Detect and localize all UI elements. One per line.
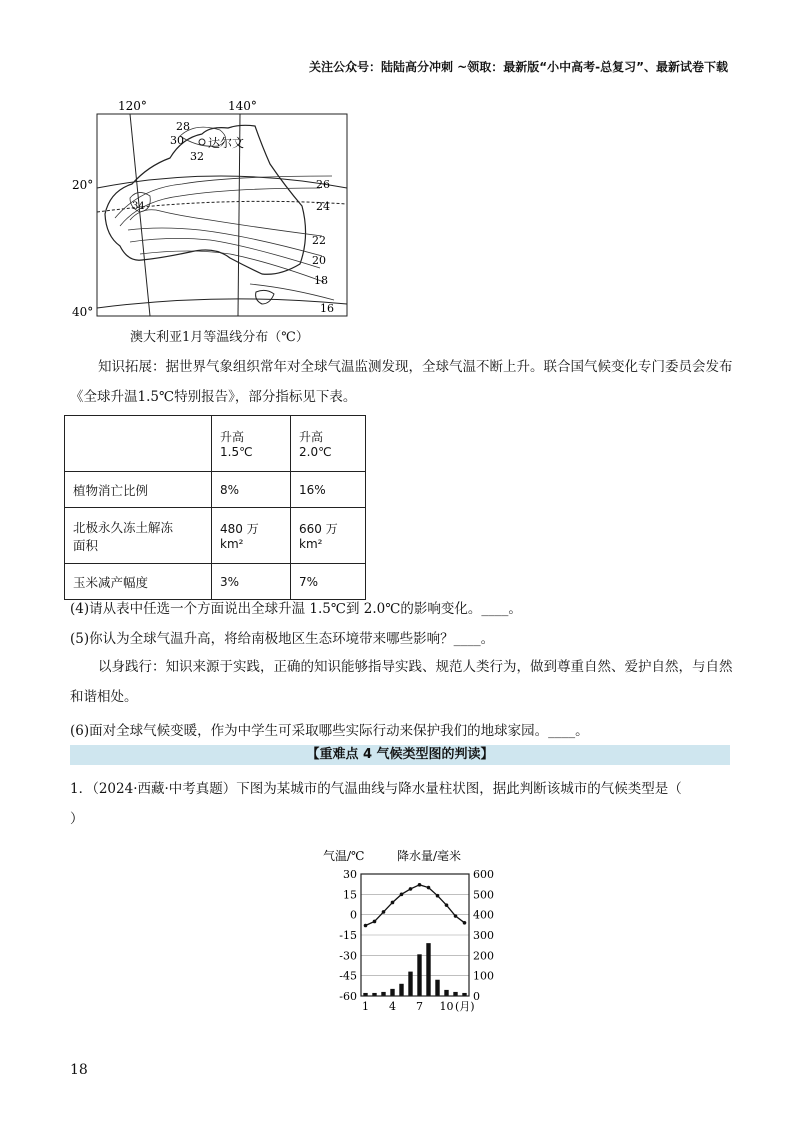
table-header <box>291 416 366 472</box>
precip-bar <box>381 992 385 996</box>
temp-tick-label: -30 <box>339 949 357 963</box>
precip-bar <box>444 990 448 996</box>
city-label: 达尔文 <box>208 136 245 150</box>
header-line: 2.0℃ <box>299 445 332 459</box>
header-line: 1.5℃ <box>220 445 253 459</box>
warming-table <box>64 415 366 600</box>
precip-bar <box>426 943 430 996</box>
row-label: 玉米减产幅度 <box>65 564 212 600</box>
precip-tick-label: 600 <box>473 868 494 881</box>
value-line: 480 万 <box>220 522 259 536</box>
question-1-line2: ） <box>70 811 84 827</box>
page-number: 18 <box>70 1062 88 1078</box>
header-line: 升高 <box>299 430 324 444</box>
section-title: 【重难点 4 气候类型图的判读】 <box>70 745 730 765</box>
temp-point <box>382 910 386 914</box>
knowledge-extension: 知识拓展：据世界气象组织常年对全球气温监测发现，全球气温不断上升。联合国气候变化专门委员会发布《全球升温1.5℃特别报告》，部分指标见下表。 <box>70 359 733 405</box>
temp-tick-label: 0 <box>350 908 357 922</box>
precip-tick-label: 100 <box>473 969 494 983</box>
lat-label: 20° <box>72 178 94 192</box>
table-header <box>212 416 291 472</box>
question-1-line1: 1．（2024·西藏·中考真题）下图为某城市的气温曲线与降水量柱状图，据此判断该城市的气候类型是（ <box>70 781 682 797</box>
isotherm-label: 28 <box>176 120 190 133</box>
lon-label: 140° <box>228 99 257 113</box>
temp-axis-label: 气温/℃ <box>323 849 365 863</box>
temp-point <box>436 894 440 898</box>
temp-point <box>391 901 395 905</box>
temp-tick-label: 15 <box>343 888 357 902</box>
isotherm-map <box>70 96 360 324</box>
practice-text: 以身践行：知识来源于实践，正确的知识能够指导实践、规范人类行为，做到尊重自然、爱护自然，与自然和谐相处。 <box>70 659 733 705</box>
value-line: km² <box>220 537 244 551</box>
temp-point <box>427 886 431 890</box>
isotherm-label: 24 <box>316 200 330 213</box>
header-notice: 关注公众号：陆陆高分冲刺 ~领取：最新版“小中高考-总复习”、最新试卷下载 <box>309 60 728 74</box>
temp-point <box>454 914 458 918</box>
precip-tick-label: 200 <box>473 949 494 963</box>
cell-value: 16% <box>291 472 366 508</box>
lat-label: 40° <box>72 305 94 319</box>
temp-tick-label: -60 <box>339 990 357 1003</box>
table-corner <box>65 416 212 472</box>
temp-tick-label: 30 <box>343 868 357 881</box>
precip-bar <box>390 989 394 996</box>
question-6: (6)面对全球气候变暖，作为中学生可采取哪些实际行动来保护我们的地球家园。____。 <box>70 723 589 739</box>
temp-point <box>400 893 404 897</box>
map-caption: 澳大利亚1月等温线分布（℃） <box>130 330 309 345</box>
question-5: (5)你认为全球气温升高，将给南极地区生态环境带来哪些影响？____。 <box>70 631 495 647</box>
row-label <box>65 508 212 564</box>
table-row <box>65 508 366 564</box>
temp-point <box>373 920 377 924</box>
month-tick-label: 4 <box>389 1000 396 1013</box>
isotherm-label: 20 <box>312 254 326 267</box>
temp-point <box>463 921 467 925</box>
isotherm-label: 32 <box>190 150 204 163</box>
label-line: 北极永久冻土解冻 <box>73 519 174 535</box>
precip-tick-label: 500 <box>473 888 494 902</box>
temp-tick-label: -45 <box>339 969 357 983</box>
isotherm-label: 26 <box>316 178 330 191</box>
temp-tick-label: -15 <box>339 929 357 942</box>
cell-value: 8% <box>212 472 291 508</box>
isotherm-label: 34 <box>132 201 145 212</box>
label-line: 面积 <box>73 537 99 553</box>
temp-point <box>418 883 422 887</box>
precip-bar <box>408 972 412 996</box>
isotherm-label: 18 <box>314 274 328 287</box>
precip-bar <box>417 954 421 996</box>
precip-tick-label: 300 <box>473 929 494 942</box>
month-unit-label: (月) <box>455 1000 475 1013</box>
precip-bar <box>453 992 457 996</box>
month-tick-label: 10 <box>439 1000 454 1013</box>
isotherm-label: 30 <box>170 134 184 147</box>
table-row <box>65 564 366 600</box>
cell-value: 3% <box>212 564 291 600</box>
isotherm-label: 16 <box>320 302 334 315</box>
month-tick-label: 1 <box>362 1000 369 1013</box>
precip-tick-label: 0 <box>473 990 480 1003</box>
value-line: 660 万 <box>299 522 338 536</box>
header-line: 升高 <box>220 430 245 444</box>
month-tick-label: 7 <box>416 1000 423 1013</box>
climate-chart <box>315 848 515 1018</box>
temp-point <box>445 903 449 907</box>
precip-bar <box>399 984 403 996</box>
precip-tick-label: 400 <box>473 908 494 922</box>
city-marker <box>199 139 205 145</box>
cell-value <box>291 508 366 564</box>
value-line: km² <box>299 537 323 551</box>
precip-axis-label: 降水量/毫米 <box>397 849 462 863</box>
cell-value: 7% <box>291 564 366 600</box>
row-label: 植物消亡比例 <box>65 472 212 508</box>
temp-point <box>364 924 368 928</box>
lon-label: 120° <box>118 99 147 113</box>
cell-value <box>212 508 291 564</box>
precip-bar <box>435 980 439 996</box>
isotherm-label: 22 <box>312 234 326 247</box>
temp-curve <box>366 885 465 926</box>
temp-point <box>409 887 413 891</box>
table-row <box>65 472 366 508</box>
question-4: (4)请从表中任选一个方面说出全球升温 1.5℃到 2.0℃的影响变化。____。 <box>70 601 522 617</box>
